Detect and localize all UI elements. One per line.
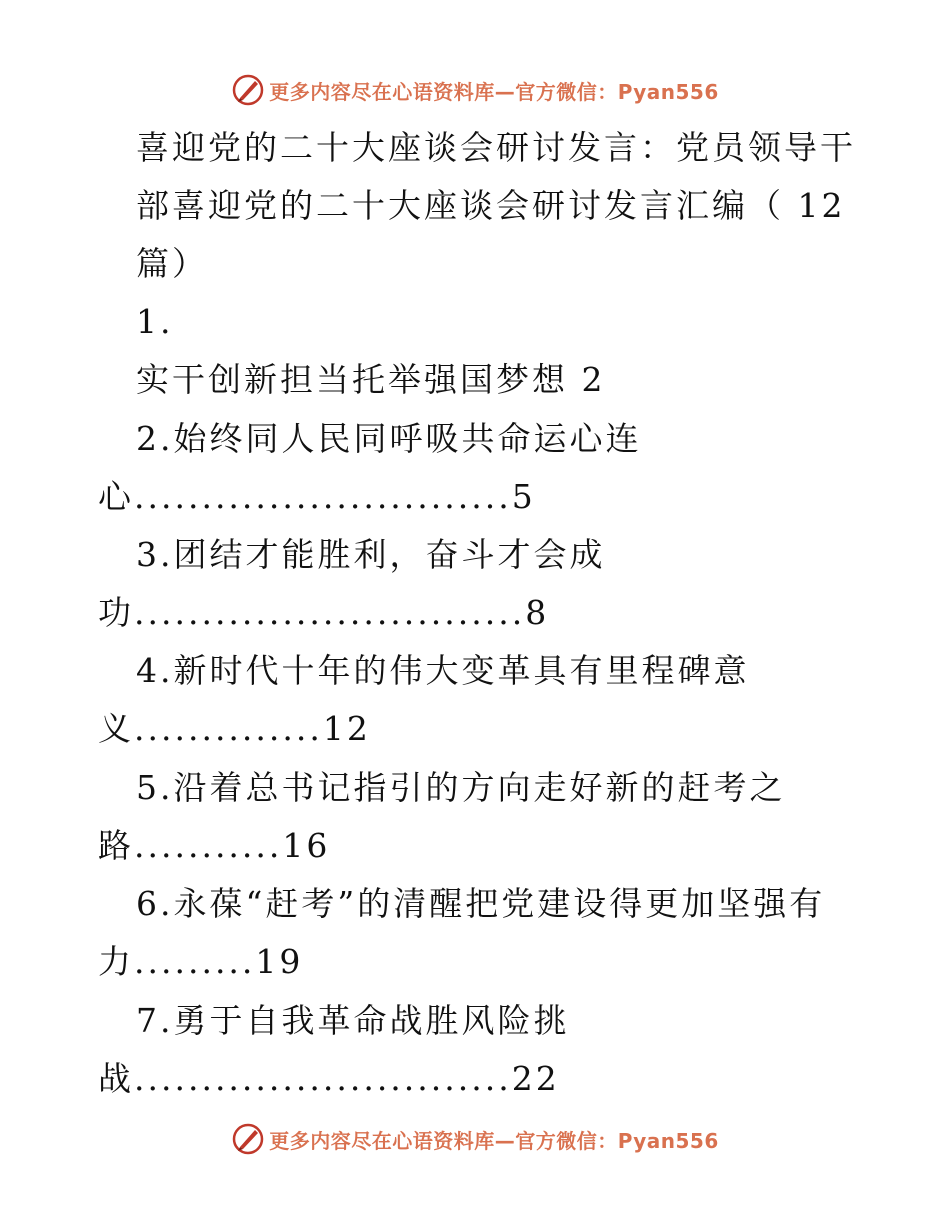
toc-entry-5-title: 5.沿着总书记指引的方向走好新的赶考之: [136, 768, 786, 807]
watermark-text: 更多内容尽在心语资料库—官方微信：Pyan556: [269, 79, 719, 104]
toc-entry-3-title: 3.团结才能胜利，奋斗才会成: [136, 535, 606, 574]
quill-pen-logo-icon: [231, 73, 265, 107]
toc-entry-1-title: 实干创新担当托举强国梦想 2: [136, 360, 606, 399]
toc-entry-6-title: 6.永葆“赶考”的清醒把党建设得更加坚强有: [136, 884, 826, 923]
toc-entry-4-page: 义..............12: [98, 709, 371, 748]
toc-entry-3-page: 功.............................8: [98, 593, 550, 632]
toc-entry-2-page: 心............................5: [98, 477, 536, 516]
toc-entry-1-number: 1.: [136, 302, 174, 341]
header-watermark: [0, 70, 950, 110]
doc-title-line-2: 部喜迎党的二十大座谈会研讨发言汇编（ 12: [136, 186, 846, 225]
quill-pen-logo-icon: [231, 1122, 265, 1156]
toc-entry-6-page: 力.........19: [98, 942, 304, 981]
toc-entry-7-title: 7.勇于自我革命战胜风险挑: [136, 1001, 570, 1040]
doc-title-line-1: 喜迎党的二十大座谈会研讨发言：党员领导干: [136, 128, 856, 167]
toc-entry-5-page: 路...........16: [98, 826, 331, 865]
doc-title-line-3: 篇）: [136, 244, 208, 283]
toc-entry-7-page: 战............................22: [98, 1059, 560, 1098]
watermark-text: 更多内容尽在心语资料库—官方微信：Pyan556: [269, 1128, 719, 1153]
footer-watermark: [0, 1119, 950, 1159]
toc-entry-4-title: 4.新时代十年的伟大变革具有里程碑意: [136, 651, 750, 690]
toc-entry-2-title: 2.始终同人民同呼吸共命运心连: [136, 419, 642, 458]
